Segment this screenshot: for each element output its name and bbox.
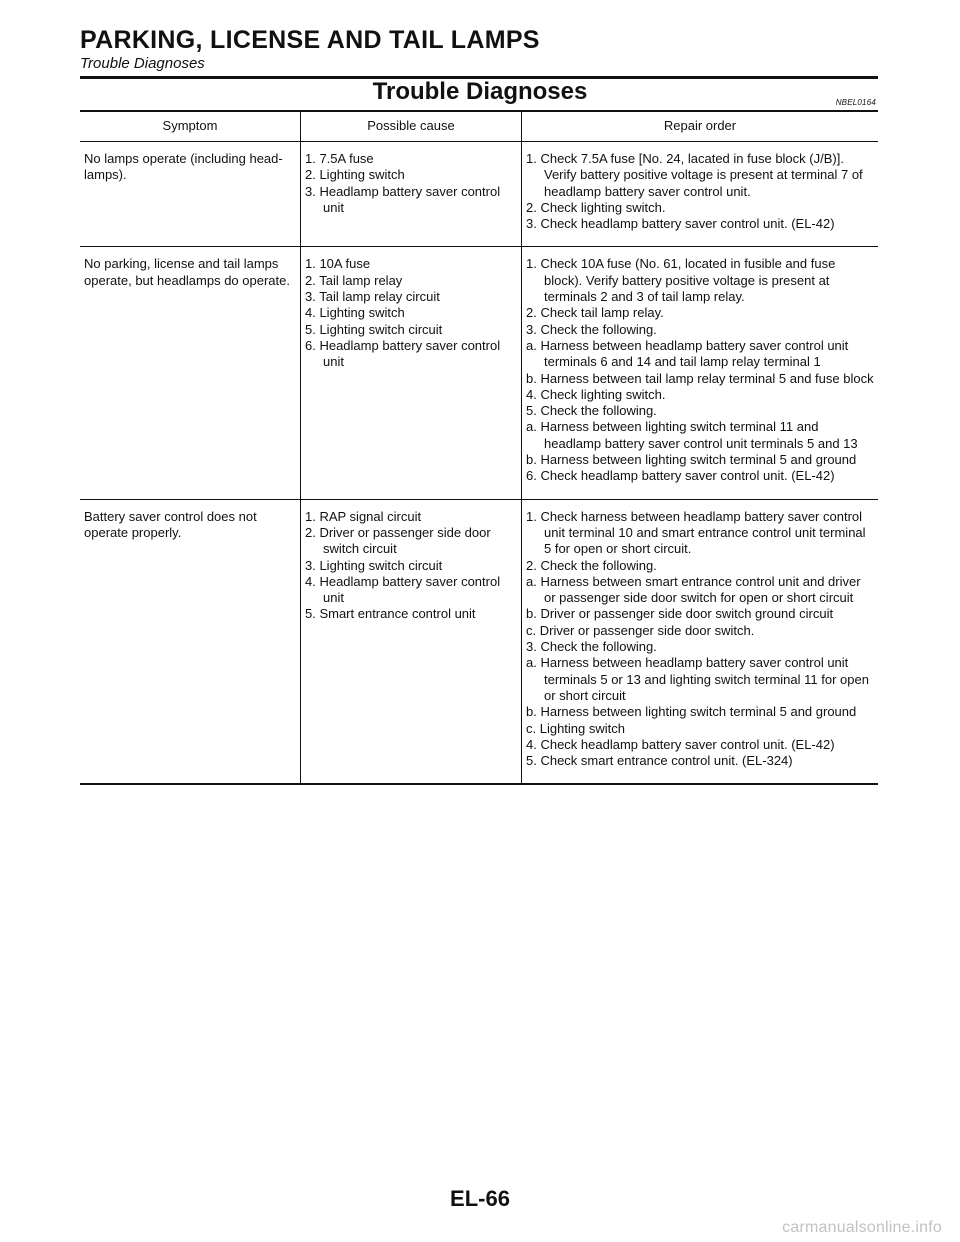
possible-cause-item: 3. Lighting switch circuit — [305, 557, 443, 573]
section-code: NBEL0164 — [835, 98, 876, 107]
repair-step: 2. Check lighting switch. — [526, 199, 666, 215]
repair-step: a. Harness between lighting switch terminal 11 and headlamp battery saver control unit terminals 5 and 13 — [526, 419, 858, 451]
possible-cause-cell — [301, 499, 522, 784]
repair-step: b. Harness between lighting switch terminal 5 and ground — [526, 704, 857, 720]
repair-step: 1. Check 10A fuse (No. 61, located in fusible and fuse block). Verify battery positive voltage is present at terminals 2 and 3 of tail lamp relay. — [526, 256, 836, 305]
repair-order-cell — [522, 499, 879, 784]
possible-cause-item: 2. Tail lamp relay — [305, 272, 403, 288]
table-row — [80, 247, 878, 499]
repair-step: 1. Check harness between headlamp battery saver control unit terminal 10 and smart entrance control unit terminal 5 for open or short circuit. — [526, 508, 866, 557]
possible-cause-cell — [301, 142, 522, 247]
possible-cause-item: 5. Smart entrance control unit — [305, 606, 476, 622]
page-subtitle: Trouble Diagnoses — [80, 55, 205, 72]
possible-cause-item: 6. Headlamp battery saver control unit — [305, 337, 501, 370]
column-header-repair-order: Repair order — [522, 112, 879, 142]
repair-step: b. Harness between tail lamp relay terminal 5 and fuse block — [526, 370, 874, 386]
column-header-symptom: Symptom — [80, 112, 301, 142]
repair-step: a. Harness between headlamp battery saver control unit terminals 6 and 14 and tail lamp relay terminal 1 — [526, 337, 849, 370]
repair-step: 3. Check headlamp battery saver control unit. (EL-42) — [526, 216, 835, 232]
repair-step: 4. Check headlamp battery saver control unit. (EL-42) — [526, 736, 835, 752]
table-row — [80, 142, 878, 247]
symptom-cell: No parking, license and tail lamps operate, but headlamps do operate. — [80, 247, 301, 499]
possible-cause-item: 4. Lighting switch — [305, 305, 405, 321]
symptom-cell: Battery saver control does not operate properly. — [80, 499, 301, 784]
possible-cause-item: 1. 10A fuse — [305, 256, 371, 272]
repair-step: 5. Check smart entrance control unit. (EL-324) — [526, 753, 793, 769]
repair-order-cell — [522, 247, 879, 499]
table-body — [80, 142, 878, 785]
repair-step: 4. Check lighting switch. — [526, 386, 666, 402]
table-row — [80, 499, 878, 784]
repair-step: 2. Check tail lamp relay. — [526, 305, 664, 321]
possible-cause-item: 3. Tail lamp relay circuit — [305, 289, 440, 305]
column-header-possible-cause: Possible cause — [301, 112, 522, 142]
possible-cause-item: 2. Driver or passenger side door switch circuit — [305, 524, 491, 557]
section-title: Trouble Diagnoses — [372, 78, 588, 105]
possible-cause-item: 4. Headlamp battery saver control unit — [305, 573, 501, 606]
repair-step: 5. Check the following. — [526, 403, 657, 419]
repair-step: b. Harness between lighting switch terminal 5 and ground — [526, 452, 857, 468]
repair-step: c. Lighting switch — [526, 720, 625, 736]
repair-step: b. Driver or passenger side door switch ground circuit — [526, 606, 834, 622]
possible-cause-item: 2. Lighting switch — [305, 167, 405, 183]
watermark-link[interactable]: carmanualsonline.info — [782, 1219, 942, 1236]
trouble-diagnoses-table — [80, 112, 878, 785]
repair-step: 1. Check 7.5A fuse [No. 24, lacated in fuse block (J/B)]. Verify battery positive voltage is present at terminal 7 of headlamp battery saver control unit. — [526, 151, 863, 199]
page-title: PARKING, LICENSE AND TAIL LAMPS — [80, 26, 540, 54]
repair-step: a. Harness between smart entrance control unit and driver or passenger side door switch for open or short circuit — [526, 573, 861, 606]
possible-cause-cell — [301, 247, 522, 499]
page-number: EL-66 — [450, 1186, 510, 1211]
repair-step: 3. Check the following. — [526, 321, 657, 337]
possible-cause-item: 5. Lighting switch circuit — [305, 321, 443, 337]
repair-step: 6. Check headlamp battery saver control unit. (EL-42) — [526, 468, 835, 484]
repair-order-cell — [522, 142, 879, 247]
repair-step: c. Driver or passenger side door switch. — [526, 622, 755, 638]
repair-step: 2. Check the following. — [526, 557, 657, 573]
repair-step: 3. Check the following. — [526, 639, 657, 655]
repair-step: a. Harness between headlamp battery saver control unit terminals 5 or 13 and lighting switch terminal 11 for open or short circuit — [526, 655, 869, 703]
symptom-cell: No lamps operate (including head-lamps). — [80, 142, 301, 247]
possible-cause-item: 1. 7.5A fuse — [305, 151, 374, 166]
possible-cause-item: 1. RAP signal circuit — [305, 508, 422, 524]
table-header-row — [80, 112, 878, 142]
possible-cause-item: 3. Headlamp battery saver control unit — [305, 183, 501, 215]
